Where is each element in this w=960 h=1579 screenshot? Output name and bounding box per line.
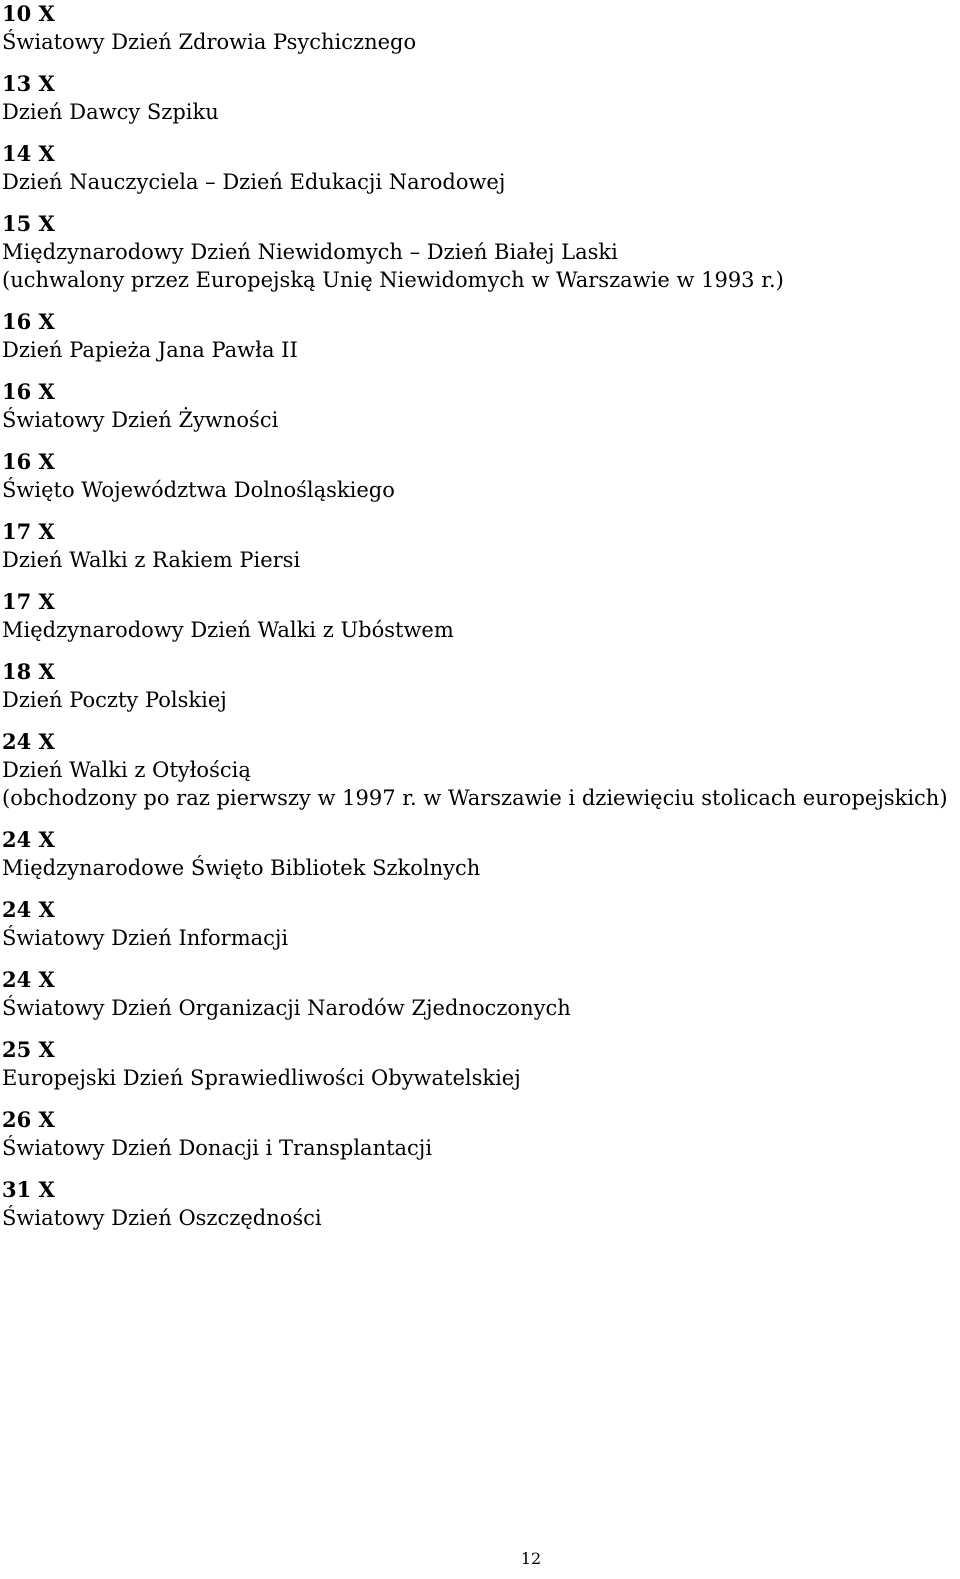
entry-name: Dzień Walki z Rakiem Piersi xyxy=(2,548,301,572)
entry-note: (obchodzony po raz pierwszy w 1997 r. w Warszawie i dziewięciu stolicach europejskich) xyxy=(2,786,948,810)
entry-date: 13 X xyxy=(2,71,55,96)
entry-date: 18 X xyxy=(2,659,55,684)
calendar-entry xyxy=(2,826,958,882)
entry-name: Dzień Papieża Jana Pawła II xyxy=(2,338,298,362)
calendar-entry xyxy=(2,658,958,714)
entry-date: 25 X xyxy=(2,1037,55,1062)
entry-date: 24 X xyxy=(2,897,55,922)
entry-name: Światowy Dzień Informacji xyxy=(2,926,289,950)
entry-name: Światowy Dzień Organizacji Narodów Zjednoczonych xyxy=(2,996,571,1020)
entry-date: 16 X xyxy=(2,379,55,404)
entry-name: Międzynarodowy Dzień Niewidomych – Dzień Białej Laski xyxy=(2,240,618,264)
entry-name: Światowy Dzień Zdrowia Psychicznego xyxy=(2,30,417,54)
entry-date: 16 X xyxy=(2,309,55,334)
entry-date: 24 X xyxy=(2,967,55,992)
entry-date: 10 X xyxy=(2,1,55,26)
calendar-entry xyxy=(2,448,958,504)
entry-date: 14 X xyxy=(2,141,55,166)
calendar-entry xyxy=(2,210,958,294)
entry-name: Międzynarodowy Dzień Walki z Ubóstwem xyxy=(2,618,454,642)
entry-note: (uchwalony przez Europejską Unię Niewidomych w Warszawie w 1993 r.) xyxy=(2,268,784,292)
entry-name: Światowy Dzień Donacji i Transplantacji xyxy=(2,1136,433,1160)
entry-date: 17 X xyxy=(2,519,55,544)
calendar-entry xyxy=(2,518,958,574)
calendar-entry xyxy=(2,378,958,434)
page-number: 12 xyxy=(520,1549,542,1568)
entry-date: 15 X xyxy=(2,211,55,236)
entry-date: 26 X xyxy=(2,1107,55,1132)
calendar-entry xyxy=(2,0,958,56)
entry-name: Europejski Dzień Sprawiedliwości Obywatelskiej xyxy=(2,1066,521,1090)
entry-date: 16 X xyxy=(2,449,55,474)
entry-name: Dzień Poczty Polskiej xyxy=(2,688,227,712)
entry-date: 24 X xyxy=(2,827,55,852)
calendar-entry xyxy=(2,70,958,126)
calendar-entry xyxy=(2,588,958,644)
calendar-entry xyxy=(2,1176,958,1232)
calendar-list xyxy=(2,0,958,1246)
entry-name: Światowy Dzień Żywności xyxy=(2,408,279,432)
calendar-entry xyxy=(2,140,958,196)
entry-name: Święto Województwa Dolnośląskiego xyxy=(2,478,395,502)
calendar-entry xyxy=(2,308,958,364)
calendar-entry xyxy=(2,728,958,812)
entry-date: 17 X xyxy=(2,589,55,614)
entry-name: Międzynarodowe Święto Bibliotek Szkolnych xyxy=(2,856,481,880)
entry-name: Dzień Dawcy Szpiku xyxy=(2,100,219,124)
calendar-entry xyxy=(2,896,958,952)
calendar-entry xyxy=(2,1106,958,1162)
calendar-entry xyxy=(2,966,958,1022)
entry-name: Światowy Dzień Oszczędności xyxy=(2,1206,322,1230)
entry-name: Dzień Nauczyciela – Dzień Edukacji Narodowej xyxy=(2,170,506,194)
entry-name: Dzień Walki z Otyłością xyxy=(2,758,251,782)
calendar-entry xyxy=(2,1036,958,1092)
entry-date: 24 X xyxy=(2,729,55,754)
entry-date: 31 X xyxy=(2,1177,55,1202)
